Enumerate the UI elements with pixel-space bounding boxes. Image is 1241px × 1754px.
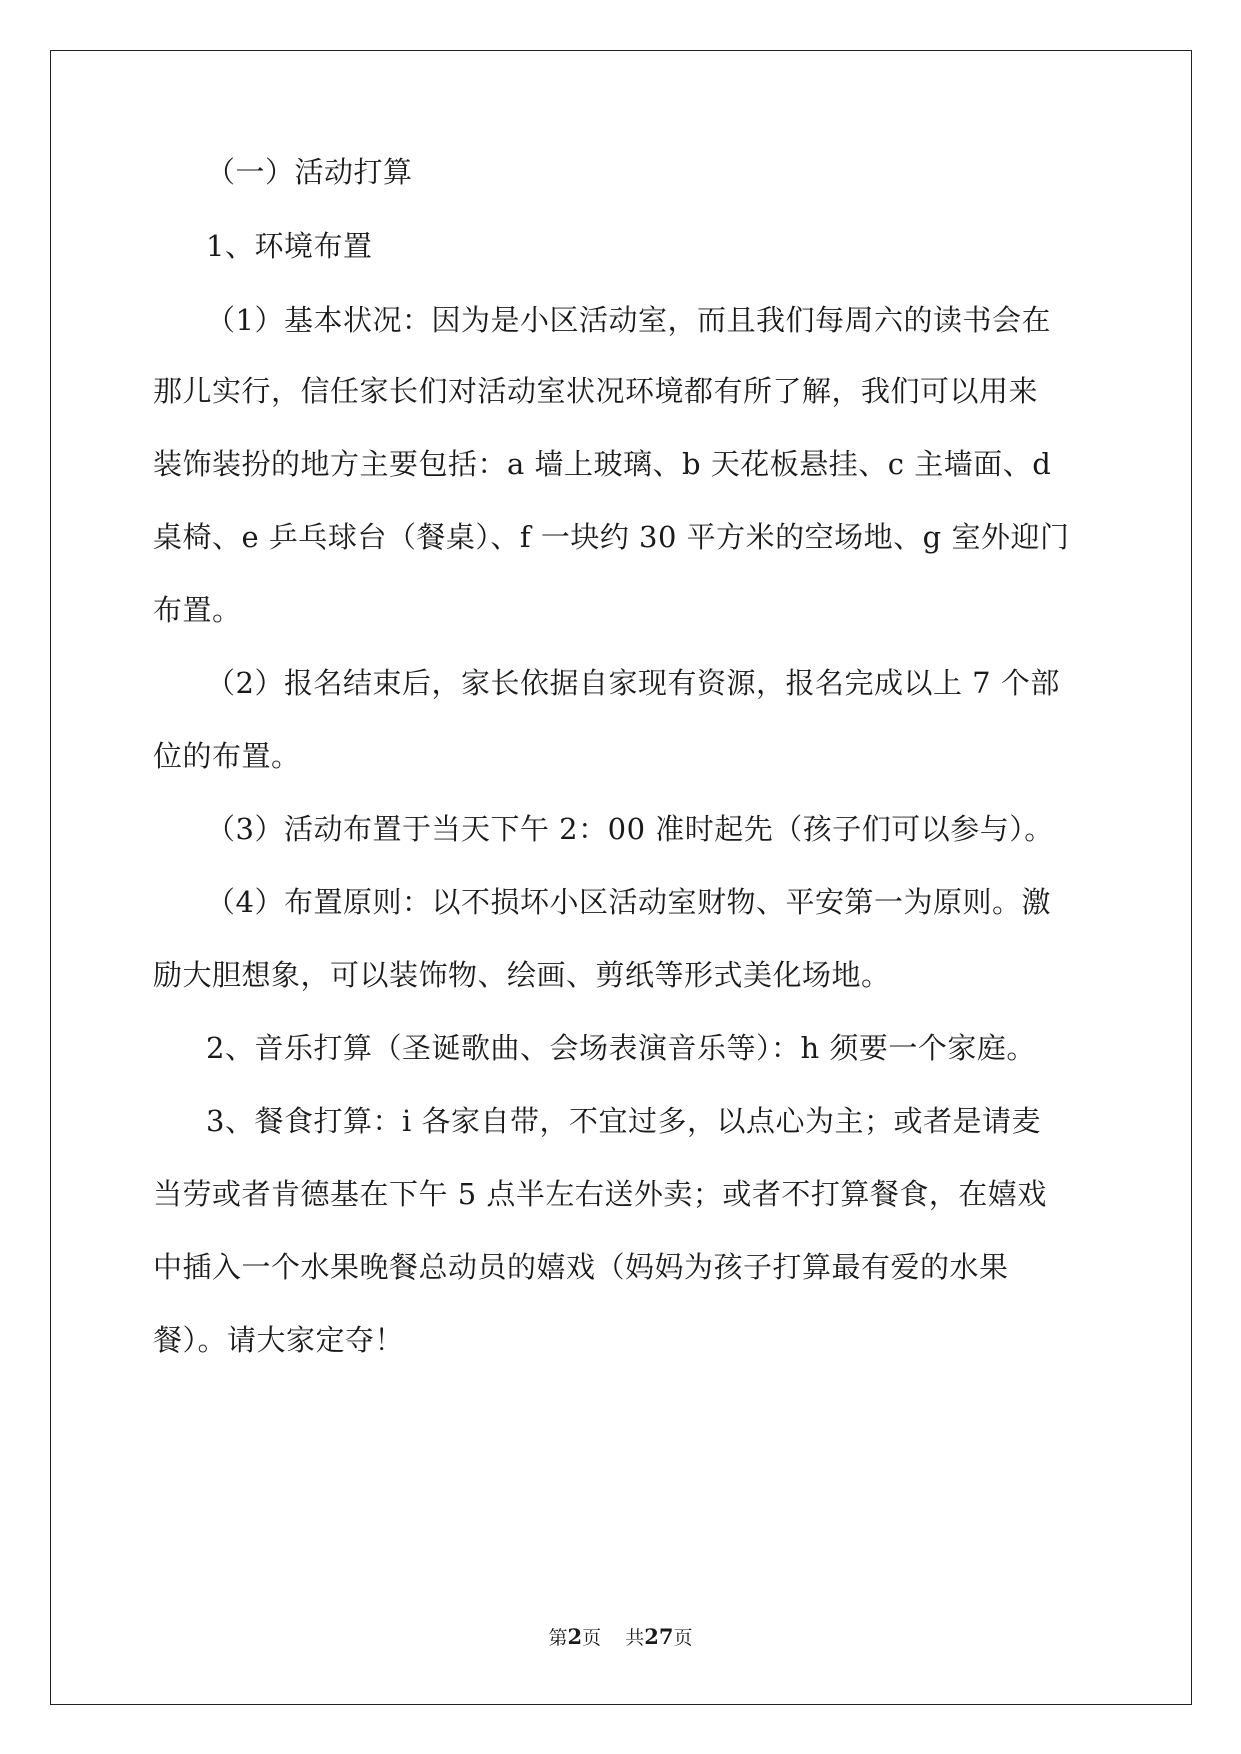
paragraph-line: （1）基本状况：因为是小区活动室，而且我们每周六的读书会在: [206, 303, 1051, 337]
paragraph-line: （4）布置原则：以不损坏小区活动室财物、平安第一为原则。激: [206, 885, 1051, 919]
page-border: [50, 50, 1192, 1705]
paragraph-line: 餐）。请大家定夺！: [153, 1323, 405, 1357]
paragraph-line: 那儿实行，信任家长们对活动室状况环境都有所了解，我们可以用来: [153, 374, 1039, 408]
page-prefix: 第: [548, 1627, 568, 1649]
section-heading: （一）活动打算: [206, 155, 413, 189]
paragraph-line: 3、餐食打算：i 各家自带，不宜过多，以点心为主；或者是请麦: [206, 1104, 1041, 1138]
page-footer: [0, 1625, 1241, 1650]
paragraph-line: 位的布置。: [153, 739, 301, 773]
page-suffix: 页: [582, 1627, 602, 1649]
paragraph-line: 中插入一个水果晚餐总动员的嬉戏（妈妈为孩子打算最有爱的水果: [153, 1250, 1009, 1284]
page-number: 2: [567, 1624, 583, 1649]
paragraph-line: 布置。: [153, 593, 242, 627]
subsection-heading: 1、环境布置: [206, 229, 373, 263]
total-suffix: 页: [673, 1627, 693, 1649]
paragraph-line: （3）活动布置于当天下午 2：00 准时起先（孩子们可以参与）。: [206, 812, 1054, 846]
paragraph-line: （2）报名结束后，家长依据自家现有资源，报名完成以上 7 个部: [206, 666, 1060, 700]
paragraph-line: 当劳或者肯德基在下午 5 点半左右送外卖；或者不打算餐食，在嬉戏: [153, 1177, 1047, 1211]
paragraph-line: 励大胆想象，可以装饰物、绘画、剪纸等形式美化场地。: [153, 958, 891, 992]
total-pages: 27: [644, 1624, 674, 1649]
paragraph-line: 2、音乐打算（圣诞歌曲、会场表演音乐等）：h 须要一个家庭。: [206, 1031, 1036, 1065]
paragraph-line: 桌椅、e 乒乓球台（餐桌）、f 一块约 30 平方米的空场地、g 室外迎门: [153, 520, 1070, 554]
total-prefix: 共: [625, 1627, 645, 1649]
paragraph-line: 装饰装扮的地方主要包括：a 墙上玻璃、b 天花板悬挂、c 主墙面、d: [153, 447, 1052, 481]
